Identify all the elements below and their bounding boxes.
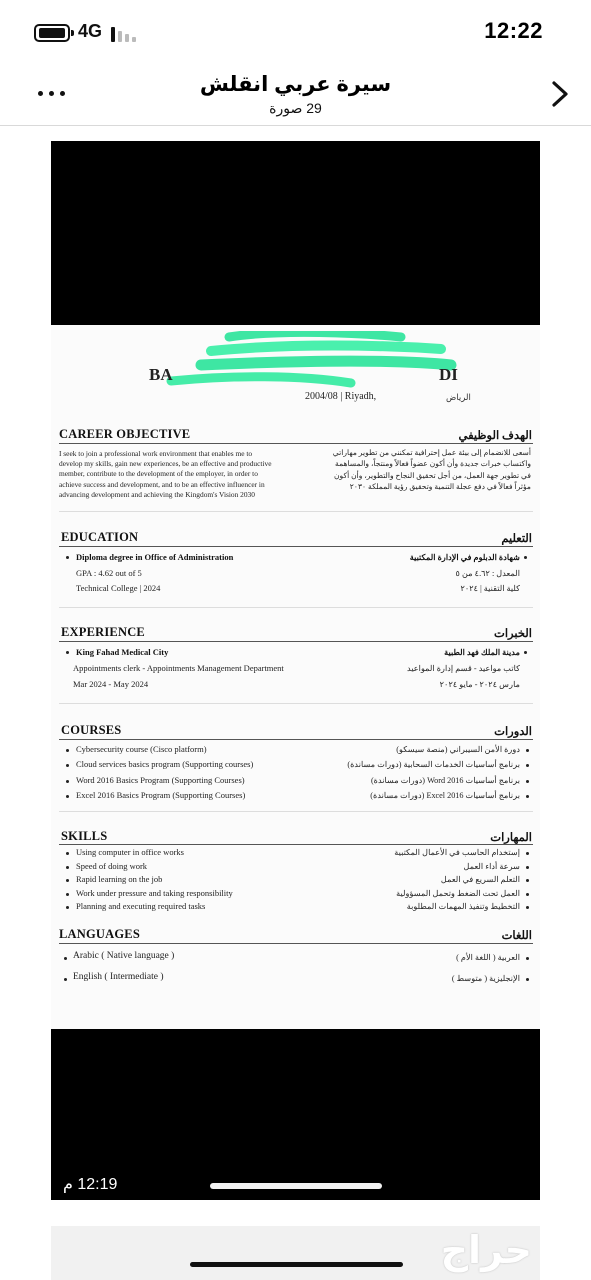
- photo-viewer[interactable]: [51, 141, 540, 1200]
- experience-dates-en: Mar 2024 - May 2024: [73, 679, 149, 689]
- language-item-en: English ( Intermediate ): [73, 972, 164, 982]
- course-item-en: Cybersecurity course (Cisco platform): [76, 744, 207, 754]
- section-rule: [59, 844, 533, 845]
- bullet: [526, 764, 529, 767]
- section-title-courses: COURSES: [61, 723, 122, 737]
- section-rule: [59, 546, 533, 547]
- section-title-objective-ar: الهدف الوظيفي: [458, 430, 532, 442]
- experience-role-ar: كاتب مواعيد - قسم إدارة المواعيد: [407, 664, 520, 673]
- bullet: [66, 556, 69, 559]
- section-separator: [59, 703, 533, 704]
- bullet: [66, 879, 69, 882]
- objective-text-en: I seek to join a professional work environment that enables me to develop my skills, gain new experiences, be an effective and productive member, contribute to the development of the employer, in order to achieve success and development, and to be an effective influencer in advancing development and achieving the Kingdom's Vision 2030: [59, 449, 272, 499]
- experience-org-ar: مدينة الملك فهد الطبية: [444, 648, 520, 657]
- bullet: [66, 906, 69, 909]
- bullet: [526, 795, 529, 798]
- bullet: [524, 556, 527, 559]
- section-title-education: EDUCATION: [61, 530, 139, 544]
- bullet: [524, 651, 527, 654]
- skill-item-ar: التخطيط وتنفيذ المهمات المطلوبة: [406, 902, 520, 911]
- experience-role-en: Appointments clerk - Appointments Management Department: [73, 663, 284, 673]
- section-title-education-ar: التعليم: [501, 533, 532, 545]
- redaction-scribble: [141, 331, 461, 389]
- section-title-languages-ar: اللغات: [501, 930, 532, 942]
- status-clock: 12:22: [484, 18, 543, 43]
- section-separator: [59, 607, 533, 608]
- signal-icon: [111, 26, 141, 42]
- bullet: [64, 957, 67, 960]
- network-type: 4G: [78, 21, 103, 41]
- bullet: [526, 866, 529, 869]
- experience-org-en: King Fahad Medical City: [76, 647, 169, 657]
- section-title-experience: EXPERIENCE: [61, 625, 145, 639]
- battery-tip: [71, 30, 74, 36]
- section-title-skills: SKILLS: [61, 829, 108, 843]
- photo-count: 29 صورة: [269, 100, 322, 116]
- section-rule: [59, 641, 533, 642]
- name-right-visible: DI: [439, 365, 458, 384]
- education-college-ar: كلية التقنية | ٢٠٢٤: [460, 584, 520, 593]
- home-indicator[interactable]: [190, 1262, 403, 1267]
- skill-item-ar: سرعة أداء العمل: [463, 862, 520, 871]
- education-gpa-en: GPA : 4.62 out of 5: [76, 568, 142, 578]
- skill-item-en: Work under pressure and taking responsibility: [76, 888, 233, 898]
- course-item-ar: دورة الأمن السيبراني (منصة سيسكو): [396, 745, 520, 754]
- course-item-en: Excel 2016 Basics Program (Supporting Courses): [76, 790, 246, 800]
- section-title-experience-ar: الخبرات: [494, 628, 532, 640]
- bullet: [526, 852, 529, 855]
- more-options-button[interactable]: [34, 78, 70, 108]
- bullet: [66, 866, 69, 869]
- photo-scrubber[interactable]: [210, 1183, 382, 1189]
- bullet: [66, 893, 69, 896]
- skill-item-en: Rapid learning on the job: [76, 874, 163, 884]
- section-separator: [59, 811, 533, 812]
- experience-dates-ar: مارس ٢٠٢٤ - مايو ٢٠٢٤: [439, 680, 520, 689]
- section-rule: [59, 739, 533, 740]
- objective-text-ar: أسعى للانضمام إلى بيئة عمل إحترافية تمكنني من تطوير مهاراتي واكتساب خبرات جديدة وأن أكون عضواً فعالاً ومنتجاً، والمساهمة في تطوير جهة العمل، من أجل تحقيق النجاح والتطوير، وأن أكون مؤثراً فعالاً في دفع عجلة التنمية وتحقيق رؤية المملكة ٢٠٣٠: [332, 448, 531, 492]
- album-title: سيرة عربي انقلش: [199, 73, 392, 96]
- bullet: [66, 852, 69, 855]
- section-title-courses-ar: الدورات: [494, 726, 532, 738]
- section-title-languages: LANGUAGES: [59, 927, 140, 941]
- course-item-ar: برنامج أساسيات Word 2016 (دورات مساندة): [370, 776, 520, 785]
- language-item-en: Arabic ( Native language ): [73, 951, 175, 961]
- skill-item-ar: العمل تحت الضغط وتحمل المسؤولية: [396, 889, 520, 898]
- resume-document: [51, 325, 540, 1029]
- course-item-ar: برنامج أساسيات Excel 2016 (دورات مساندة): [370, 791, 520, 800]
- status-bar: [0, 0, 591, 66]
- name-left-visible: BA: [149, 365, 173, 384]
- bullet: [64, 978, 67, 981]
- battery-icon: [34, 24, 70, 42]
- skill-item-ar: إستخدام الحاسب في الأعمال المكتبية: [394, 848, 520, 857]
- bullet: [526, 749, 529, 752]
- skill-item-en: Using computer in office works: [76, 847, 184, 857]
- bullet: [66, 780, 69, 783]
- contact-line: 2004/08 | Riyadh,: [305, 391, 377, 402]
- skill-item-ar: التعلم السريع في العمل: [440, 875, 520, 884]
- bullet: [66, 764, 69, 767]
- next-photo-strip[interactable]: [51, 1226, 540, 1280]
- bullet: [66, 795, 69, 798]
- skill-item-en: Planning and executing required tasks: [76, 901, 206, 911]
- contact-city-ar: الرياض: [446, 392, 471, 402]
- language-item-ar: العربية ( اللغة الأم ): [456, 953, 520, 962]
- bullet: [526, 957, 529, 960]
- bullet: [526, 879, 529, 882]
- education-degree-ar: شهادة الدبلوم في الإدارة المكتبية: [409, 553, 520, 562]
- section-rule: [59, 443, 533, 444]
- section-title-objective: CAREER OBJECTIVE: [59, 427, 191, 441]
- course-item-en: Word 2016 Basics Program (Supporting Courses): [76, 775, 245, 785]
- album-nav-bar: [0, 66, 591, 126]
- bullet: [526, 906, 529, 909]
- bullet: [66, 749, 69, 752]
- language-item-ar: الإنجليزية ( متوسط ): [451, 974, 520, 983]
- course-item-ar: برنامج أساسيات الخدمات السحابية (دورات مساندة): [347, 760, 520, 769]
- course-item-en: Cloud services basics program (Supporting courses): [76, 759, 254, 769]
- chevron-right-icon[interactable]: [545, 76, 577, 112]
- section-title-skills-ar: المهارات: [490, 832, 532, 844]
- section-separator: [59, 511, 533, 512]
- education-college-en: Technical College | 2024: [76, 583, 161, 593]
- skill-item-en: Speed of doing work: [76, 861, 148, 871]
- education-gpa-ar: المعدل : ٤.٦٢ من ٥: [455, 569, 520, 578]
- bullet: [526, 893, 529, 896]
- bullet: [66, 651, 69, 654]
- bullet: [526, 978, 529, 981]
- section-rule: [59, 943, 533, 944]
- photo-timestamp: 12:19 م: [63, 1176, 118, 1193]
- education-degree-en: Diploma degree in Office of Administration: [76, 552, 234, 562]
- site-watermark: حراج: [440, 1230, 532, 1272]
- bullet: [526, 780, 529, 783]
